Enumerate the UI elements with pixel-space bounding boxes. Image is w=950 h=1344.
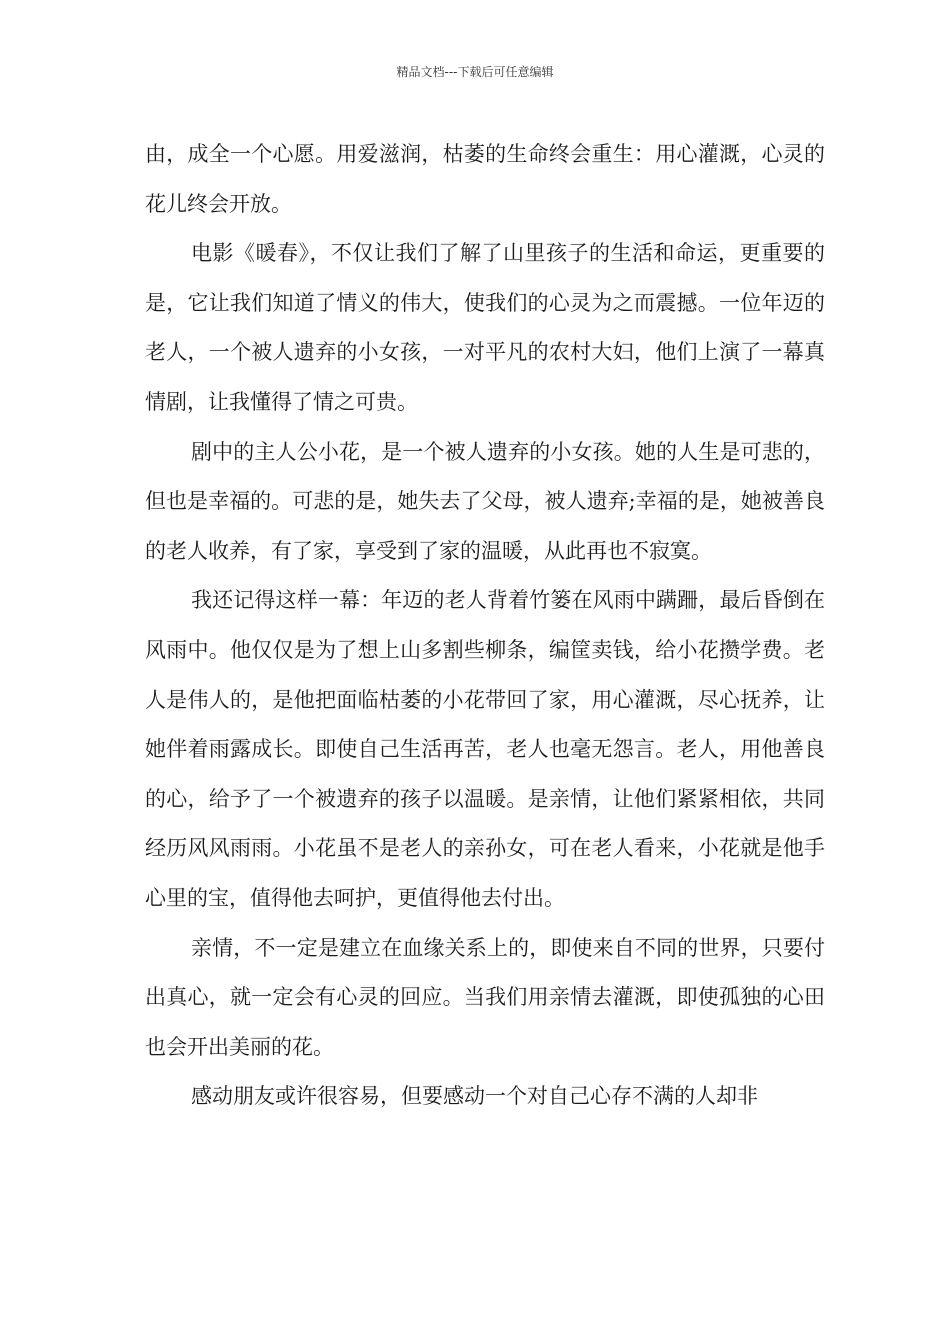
paragraph-movie-intro: 电影《暖春》，不仅让我们了解了山里孩子的生活和命运，更重要的是，它让我们知道了情义的伟大，使我们的心灵为之而震撼。一位年迈的老人，一个被人遗弃的小女孩，一对平凡的农村大妇，他们上演了一幕真情剧，让我懂得了情之可贵。: [145, 241, 825, 414]
paragraph-family-love: 亲情，不一定是建立在血缘关系上的，即使来自不同的世界，只要付出真心，就一定会有心灵的回应。当我们用亲情去灌溉，即使孤独的心田也会开出美丽的花。: [145, 935, 825, 1059]
paragraph-continuation: 由，成全一个心愿。用爱滋润，枯萎的生命终会重生：用心灌溉，心灵的花儿终会开放。: [145, 142, 825, 216]
paragraph-memory-scene: 我还记得这样一幕：年迈的老人背着竹篓在风雨中蹒跚，最后昏倒在风雨中。他仅仅是为了想上山多割些柳条，编筐卖钱，给小花攒学费。老人是伟人的，是他把面临枯萎的小花带回了家，用心灌溉，尽心抚养，让她伴着雨露成长。即使自己生活再苦，老人也毫无怨言。老人，用他善良的心，给予了一个被遗弃的孩子以温暖。是亲情，让他们紧紧相依，共同经历风风雨雨。小花虽不是老人的亲孙女，可在老人看来，小花就是他手心里的宝，值得他去呵护，更值得他去付出。: [145, 588, 825, 910]
paragraph-moving-others: 感动朋友或许很容易，但要感动一个对自己心存不满的人却非: [191, 1084, 758, 1109]
document-body: [145, 130, 825, 1122]
paragraph-protagonist: 剧中的主人公小花，是一个被人遗弃的小女孩。她的人生是可悲的，但也是幸福的。可悲的是，她失去了父母，被人遗弃;幸福的是，她被善良的老人收养，有了家，享受到了家的温暖，从此再也不寂寞。: [145, 439, 825, 563]
page-header: 精品文档---下载后可任意编辑: [396, 65, 554, 79]
